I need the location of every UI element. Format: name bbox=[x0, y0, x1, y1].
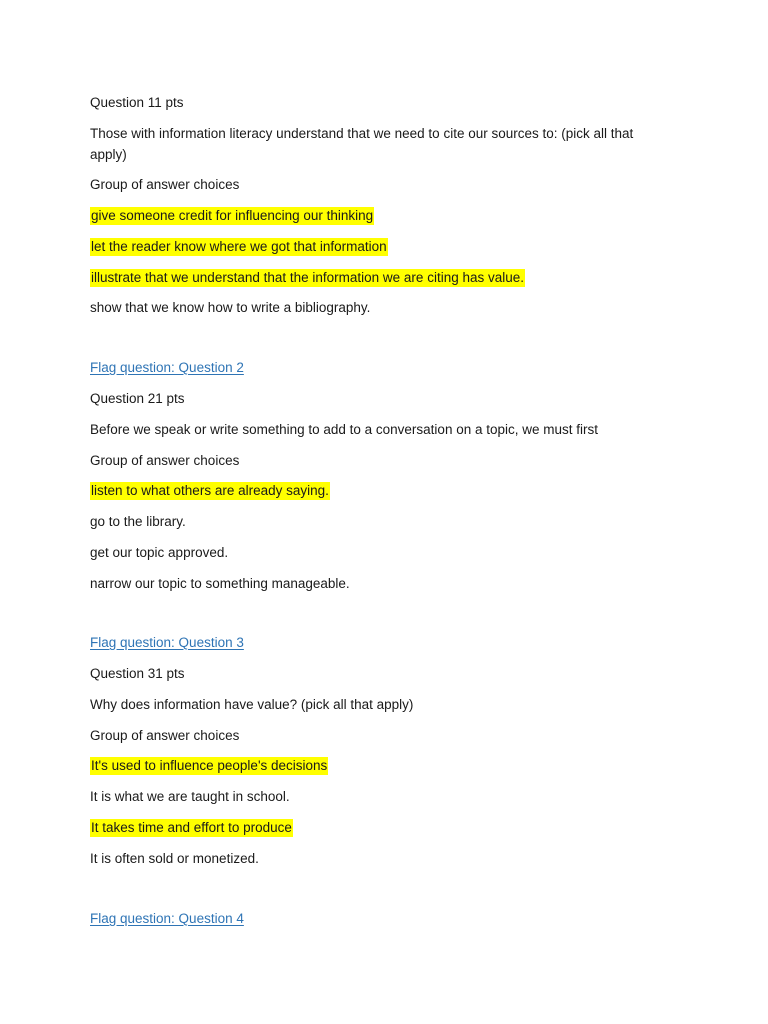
question-1-choice-2[interactable] bbox=[90, 238, 388, 256]
choice-text: narrow our topic to something manageable. bbox=[90, 576, 350, 591]
choice-text: It is what we are taught in school. bbox=[90, 789, 290, 804]
choice-text-highlighted: let the reader know where we got that information bbox=[91, 239, 387, 254]
flag-question-2-link[interactable]: Flag question: Question 2 bbox=[90, 360, 244, 375]
question-2-prompt: Before we speak or write something to add to a conversation on a topic, we must first bbox=[90, 422, 599, 437]
choice-text-highlighted: listen to what others are already saying. bbox=[91, 483, 329, 498]
question-1-header: Question 11 pts bbox=[90, 95, 184, 110]
question-1-prompt: Those with information literacy understand that we need to cite our sources to: (pick all that apply) bbox=[90, 126, 634, 162]
flag-question-3-link[interactable]: Flag question: Question 3 bbox=[90, 635, 244, 650]
choice-text-highlighted: It's used to influence people's decisions bbox=[91, 758, 328, 773]
choice-text-highlighted: illustrate that we understand that the information we are citing has value. bbox=[91, 270, 524, 285]
flag-question-4-link[interactable]: Flag question: Question 4 bbox=[90, 911, 244, 926]
question-2-choice-1[interactable] bbox=[90, 482, 330, 500]
question-1-choice-1[interactable] bbox=[90, 207, 374, 225]
question-2-choice-3[interactable] bbox=[90, 544, 228, 562]
choice-text: show that we know how to write a bibliography. bbox=[90, 300, 371, 315]
question-2-choice-2[interactable] bbox=[90, 513, 186, 531]
question-3-choice-2[interactable] bbox=[90, 788, 290, 806]
choice-text-highlighted: It takes time and effort to produce bbox=[91, 820, 292, 835]
question-3-prompt: Why does information have value? (pick all that apply) bbox=[90, 697, 414, 712]
question-3-choice-1[interactable] bbox=[90, 757, 328, 775]
choice-text: go to the library. bbox=[90, 514, 186, 529]
question-3-choice-4[interactable] bbox=[90, 850, 259, 868]
question-1-choice-4[interactable] bbox=[90, 299, 370, 317]
question-2-header: Question 21 pts bbox=[90, 391, 185, 406]
choice-text: get our topic approved. bbox=[90, 545, 229, 560]
question-2-choice-4[interactable] bbox=[90, 575, 350, 593]
question-1-group-label: Group of answer choices bbox=[90, 177, 240, 192]
question-2-group-label: Group of answer choices bbox=[90, 453, 240, 468]
choice-text-highlighted: give someone credit for influencing our thinking bbox=[91, 208, 374, 223]
question-3-choice-3[interactable] bbox=[90, 819, 293, 837]
question-1-choice-3[interactable] bbox=[90, 269, 525, 287]
question-3-group-label: Group of answer choices bbox=[90, 728, 240, 743]
choice-text: It is often sold or monetized. bbox=[90, 851, 259, 866]
question-3-header: Question 31 pts bbox=[90, 666, 185, 681]
